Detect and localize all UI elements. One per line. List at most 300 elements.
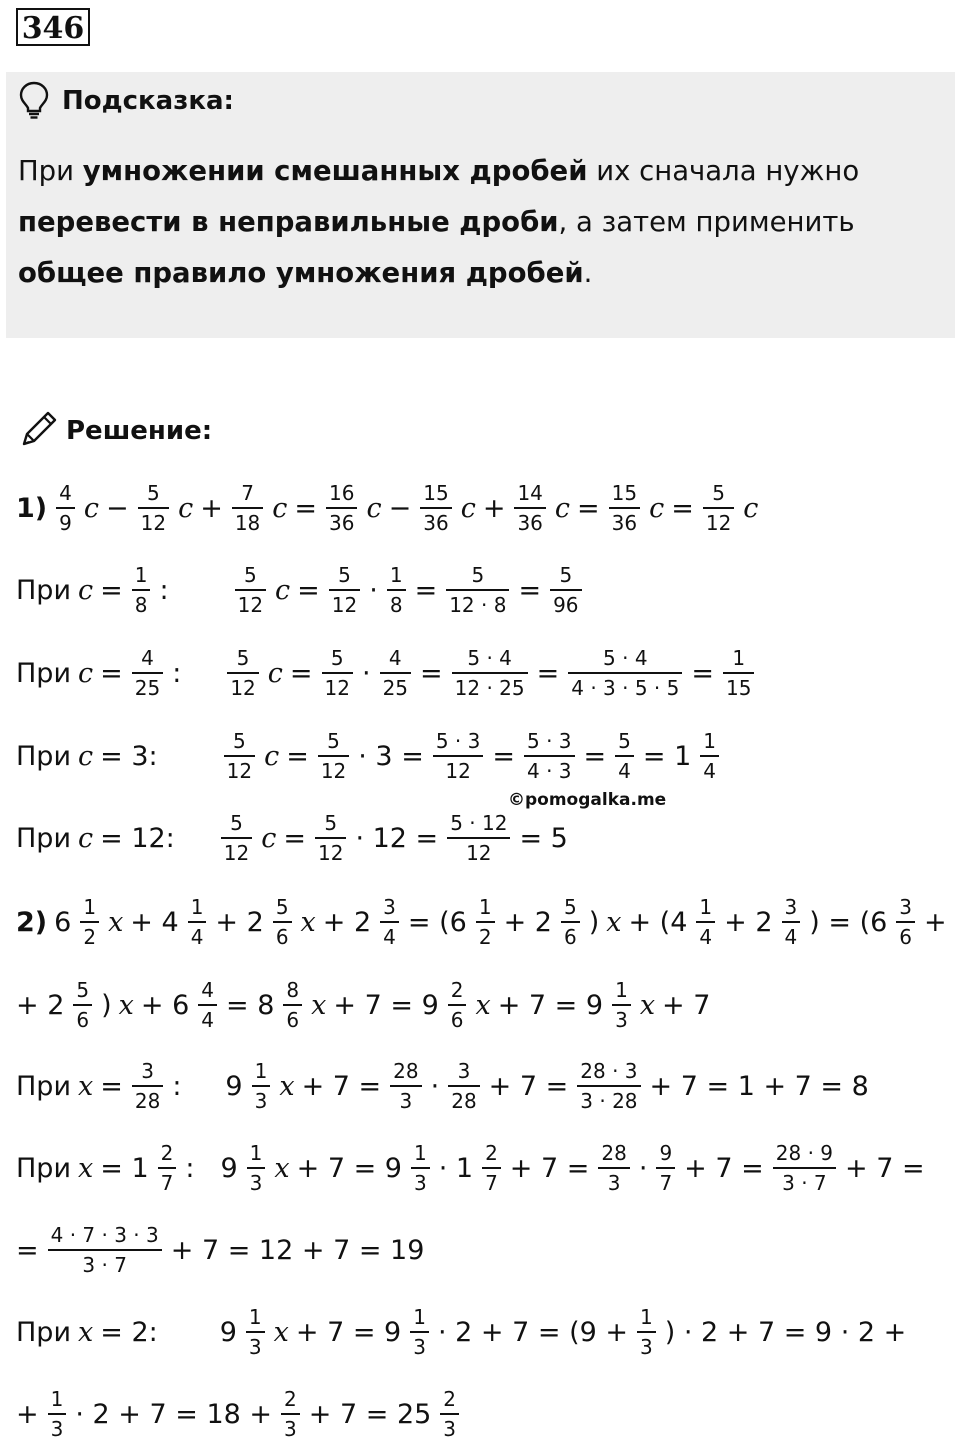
numerator: 5 [324,811,338,835]
math-text: = [100,1070,123,1102]
math-text: = 8 [226,989,275,1021]
solution-line [16,563,584,617]
fraction [318,729,349,783]
math-text: = [286,740,309,772]
fraction-bar [227,672,258,674]
fraction-bar [411,1167,430,1169]
denominator: 12 [223,841,250,865]
math-text: + 7 = 9 [296,1152,402,1184]
variable: c [264,740,280,772]
denominator: 4 [784,925,798,949]
math-text: При [16,1070,71,1102]
fraction [158,1141,177,1195]
denominator: 6 [76,1008,90,1032]
math-text: = [577,492,600,524]
numerator: 2 [450,978,464,1002]
fraction [615,729,634,783]
numerator: 7 [241,481,254,505]
denominator: 4 · 3 · 5 · 5 [571,676,680,700]
math-text: 9 [219,1316,237,1348]
numerator: 5 [275,895,289,919]
math-text: ) = (6 [809,906,888,938]
denominator: 4 · 3 [526,759,572,783]
denominator: 3 [248,1335,262,1359]
math-text: = [420,657,443,689]
math-text: = [492,740,515,772]
numerator: 1 [389,563,403,587]
math-text: · 1 [438,1152,474,1184]
fraction-bar [482,1167,501,1169]
numerator: 4 · 7 · 3 · 3 [50,1223,159,1247]
fraction-bar [390,1085,421,1087]
fraction-bar [561,921,580,923]
denominator: 36 [329,511,355,535]
denominator: 12 [226,759,253,783]
denominator: 12 [331,593,358,617]
numerator: 4 [201,978,215,1002]
numerator: 5 · 3 [526,729,572,753]
math-text: · [638,1152,648,1184]
math-text: + 2 [215,906,264,938]
numerator: 5 [76,978,90,1002]
fraction [410,1305,429,1359]
fraction [448,978,467,1032]
variable: c [366,492,382,524]
denominator: 12 [318,841,344,865]
math-text: + 2 [16,989,65,1021]
denominator: 2 [478,925,492,949]
fraction [896,895,915,949]
denominator: 9 [59,511,72,535]
fraction-bar [446,589,509,591]
fraction [723,646,754,700]
numerator: 16 [329,481,355,505]
solution-line [16,646,756,700]
variable: c [272,492,288,524]
variable: c [78,657,94,689]
numerator: 1 [732,646,746,670]
fraction-bar [433,755,484,757]
fraction [782,895,801,949]
solution-line [16,978,710,1032]
fraction-bar [568,672,682,674]
fraction [577,1059,640,1113]
fraction [609,481,640,535]
fraction-bar [252,1085,271,1087]
fraction-bar [656,1167,675,1169]
fraction-bar [73,1004,92,1006]
math-text: = 1 [100,1152,149,1184]
hint-title: Подсказка: [62,86,234,116]
math-text: 6 [54,906,72,938]
denominator: 3 [254,1089,268,1113]
math-text: + 7 = [509,1152,590,1184]
numerator: 15 [611,481,638,505]
denominator: 6 [275,925,289,949]
fraction [637,1305,656,1359]
math-text: + 7 = [845,1152,925,1184]
denominator: 3 [413,1171,427,1195]
fraction-bar [896,921,915,923]
fraction [703,481,734,535]
solution-line [16,811,568,865]
variable: c [460,492,476,524]
fraction [246,1305,265,1359]
numerator: 5 [712,481,725,505]
denominator: 3 [443,1417,457,1441]
hint-text-4: . [583,257,593,289]
fraction [448,1059,479,1113]
variable: x [300,906,316,938]
variable: x [606,906,622,938]
fraction-bar [447,837,510,839]
math-text: + 7 = [301,1070,382,1102]
fraction-bar [782,921,801,923]
numerator: 28 · 3 [580,1059,638,1083]
numerator: 2 [443,1387,457,1411]
fraction [452,646,528,700]
fraction-bar [723,672,754,674]
denominator: 12 [237,593,264,617]
math-text: = [583,740,607,772]
fraction-bar [246,1331,265,1333]
numerator: 1 [83,895,97,919]
math-text: = [297,574,320,606]
denominator: 3 [249,1171,263,1195]
fraction-bar [703,507,734,509]
numerator: 5 [230,811,243,835]
math-text: − [388,492,412,524]
fraction-bar [315,837,346,839]
denominator: 2 [83,925,97,949]
denominator: 12 · 8 [449,593,507,617]
denominator: 3 [615,1008,628,1032]
fraction-bar [637,1331,656,1333]
fraction-bar [326,507,357,509]
variable: c [78,740,94,772]
fraction [411,1141,430,1195]
math-text: + 4 [130,906,179,938]
fraction-bar [221,837,252,839]
numerator: 1 [249,1141,263,1165]
numerator: 3 [141,1059,154,1083]
denominator: 96 [553,593,579,617]
math-text: + (4 [628,906,688,938]
fraction [524,729,575,783]
fraction-bar [448,1004,467,1006]
solution-line [16,1387,461,1441]
fraction-bar [273,921,292,923]
numerator: 5 [559,563,573,587]
fraction [188,895,207,949]
math-text: = 1 [642,740,692,772]
hint-text [18,146,938,299]
fraction [440,1387,459,1441]
fraction-bar [56,507,75,509]
fraction-bar [318,755,349,757]
fraction-bar [132,672,163,674]
fraction [561,895,580,949]
fraction-bar [380,672,411,674]
denominator: 3 [639,1335,653,1359]
denominator: 3 [413,1335,426,1359]
variable: c [78,822,94,854]
numerator: 5 · 4 [603,646,648,670]
fraction [48,1387,67,1441]
math-text: · 3 = [358,740,424,772]
fraction [433,729,484,783]
variable: c [178,492,194,524]
variable: x [274,1152,290,1184]
fraction [568,646,682,700]
fraction-bar [700,755,719,757]
math-text: = [283,822,306,854]
fraction [56,481,75,535]
hint-text-1: При [18,155,83,187]
math-text: + 7 = 9 [333,989,439,1021]
fraction-bar [380,921,399,923]
fraction-bar [514,507,545,509]
numerator: 1 [413,1141,427,1165]
numerator: 3 [784,895,798,919]
denominator: 36 [611,511,638,535]
task-number: 346 [16,8,90,46]
numerator: 5 [146,481,160,505]
denominator: 12 [324,676,350,700]
math-text: + 7 = 9 [497,989,604,1021]
denominator: 3 · 28 [580,1089,638,1113]
fraction [315,811,346,865]
fraction [696,895,715,949]
fraction-bar [329,589,360,591]
fraction [380,646,411,700]
numerator: 15 [423,481,449,505]
math-text: = 12: [100,822,175,854]
denominator: 7 [160,1171,174,1195]
math-text: = [671,492,694,524]
fraction [232,481,263,535]
math-text: = [294,492,318,524]
pencil-icon [18,408,60,450]
denominator: 4 [699,925,713,949]
numerator: 5 [232,729,246,753]
solution-line [16,481,758,535]
denominator: 15 [726,676,752,700]
numerator: 28 · 9 [775,1141,834,1165]
variable: c [261,822,277,854]
solution-line [16,1305,906,1359]
math-text: 9 [220,1152,238,1184]
fraction-bar [577,1085,640,1087]
fraction [80,895,99,949]
denominator: 12 [466,841,492,865]
fraction [48,1223,162,1277]
numerator: 1 [190,895,204,919]
math-text: = [100,574,123,606]
math-text: = 2: [100,1316,158,1348]
fraction-bar [448,1085,479,1087]
math-text: + [924,906,947,938]
solution-line [16,729,721,783]
numerator: 28 [393,1059,419,1083]
numerator: 3 [383,895,396,919]
math-text: При [16,1316,71,1348]
math-text: · 2 + 7 = (9 + [437,1316,628,1348]
denominator: 4 [201,1008,215,1032]
math-text: = [414,574,438,606]
fraction [138,481,169,535]
denominator: 12 · 25 [454,676,525,700]
fraction-bar [410,1331,429,1333]
fraction-bar [773,1167,836,1169]
fraction-bar [80,921,99,923]
denominator: 3 [607,1171,621,1195]
fraction [132,563,151,617]
math-text: · 12 = [355,822,439,854]
math-text: = [100,657,123,689]
math-text: = [691,657,714,689]
fraction-bar [598,1167,629,1169]
denominator: 8 [134,593,148,617]
math-text: При [16,1152,71,1184]
fraction [322,646,353,700]
fraction-bar [48,1413,67,1415]
denominator: 18 [234,511,261,535]
numerator: 4 [59,481,72,505]
fraction [446,563,509,617]
denominator: 25 [134,676,161,700]
denominator: 36 [517,511,543,535]
denominator: 3 [284,1417,297,1441]
math-text: = (6 [407,906,467,938]
numerator: 1 [639,1305,653,1329]
numerator: 1 [478,895,492,919]
denominator: 3 · 7 [782,1171,827,1195]
numerator: 8 [286,978,300,1002]
hint-bold-3: общее правило умножения дробей [18,257,584,289]
numerator: 5 · 12 [450,811,508,835]
fraction-bar [232,507,263,509]
denominator: 6 [450,1008,464,1032]
fraction-bar [281,1413,300,1415]
math-text: : [159,574,169,606]
denominator: 4 [190,925,204,949]
denominator: 36 [423,511,449,535]
solution-line [16,1223,424,1277]
denominator: 4 [383,925,396,949]
fraction-bar [247,1167,266,1169]
solution-line [16,895,947,949]
denominator: 3 [50,1417,64,1441]
variable: c [743,492,759,524]
fraction [283,978,302,1032]
fraction [656,1141,675,1195]
solution-title: Решение: [66,416,213,446]
denominator: 7 [659,1171,673,1195]
numerator: 5 [618,729,631,753]
solution-line [16,1141,925,1195]
variable: x [118,989,134,1021]
math-text: + [200,492,223,524]
fraction [329,563,360,617]
math-text: = 5 [519,822,568,854]
math-text: = [289,657,313,689]
math-text: + 7 = 1 + 7 = 8 [649,1070,869,1102]
variable: c [275,574,291,606]
fraction-bar [612,1004,631,1006]
variable: x [311,989,327,1021]
math-text: При [16,740,71,772]
fraction-bar [420,507,451,509]
fraction-bar [198,1004,217,1006]
math-text: = [518,574,542,606]
numerator: 5 · 3 [435,729,481,753]
math-text: + 7 [662,989,711,1021]
numerator: 28 [601,1141,627,1165]
math-text: + 7 = [488,1070,569,1102]
numerator: 1 [615,978,628,1002]
variable: x [475,989,491,1021]
numerator: 5 [236,646,250,670]
fraction [247,1141,266,1195]
denominator: 7 [485,1171,498,1195]
math-text: + 2 [503,906,552,938]
fraction [132,646,163,700]
math-text: ) [588,906,600,938]
fraction [224,729,255,783]
fraction [420,481,451,535]
hint-bold-1: умножении смешанных дробей [82,155,588,187]
variable: x [78,1316,94,1348]
variable: x [279,1070,295,1102]
fraction [482,1141,501,1195]
math-text: · [430,1070,440,1102]
fraction-bar [609,507,640,509]
math-text: : [172,657,182,689]
fraction [700,729,719,783]
item-label: 2) [16,906,48,938]
math-text: · 2 + 7 = 18 + [75,1398,273,1430]
math-text: + 7 = 12 + 7 = 19 [170,1234,425,1266]
fraction-bar [615,755,634,757]
math-text: + 7 = 25 [308,1398,432,1430]
lightbulb-icon [18,80,50,120]
fraction [514,481,545,535]
variable: x [273,1316,289,1348]
fraction [550,563,581,617]
math-text: + 7 = [684,1152,764,1184]
numerator: 4 [141,646,154,670]
fraction [387,563,406,617]
math-text: − [106,492,129,524]
numerator: 2 [485,1141,498,1165]
fraction [235,563,266,617]
fraction-bar [132,1085,163,1087]
fraction [227,646,258,700]
math-text: При [16,657,71,689]
math-text: + 6 [140,989,190,1021]
denominator: 28 [451,1089,477,1113]
math-text: 9 [225,1070,243,1102]
fraction [221,811,252,865]
fraction [380,895,399,949]
denominator: 6 [563,925,577,949]
denominator: 12 [320,759,347,783]
fraction-bar [550,589,581,591]
hint-bold-2: перевести в неправильные дроби [18,206,559,238]
hint-text-2: их сначала нужно [587,155,860,187]
fraction [273,895,292,949]
